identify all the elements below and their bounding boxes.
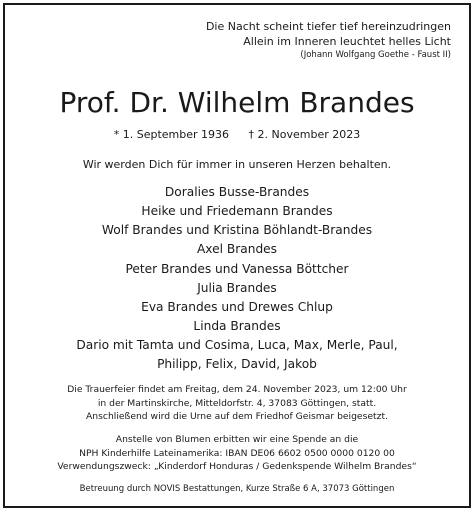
memorial-motto: Wir werden Dich für immer in unseren Herzen behalten. [82, 158, 392, 171]
goethe-quote [206, 20, 451, 62]
life-dates [5, 128, 469, 142]
ceremony-line: Die Trauerfeier findet am Freitag, dem 24. November 2023, um 12:00 Uhr [67, 384, 407, 395]
quote-source: (Johann Wolfgang Goethe - Faust II) [300, 50, 451, 60]
ceremony-line: in der Martinskirche, Mitteldorfstr. 4, 37083 Göttingen, statt. [97, 397, 377, 409]
mourner-line: Peter Brandes und Vanessa Böttcher [125, 261, 349, 276]
mourner-line: Wolf Brandes und Kristina Böhlandt-Brandes [101, 223, 373, 238]
ceremony-line: Anschließend wird die Urne auf dem Friedhof Geismar beigesetzt. [86, 411, 388, 422]
death-date: † 2. November 2023 [248, 128, 361, 141]
mourners-list [5, 183, 469, 375]
mourner-line: Linda Brandes [193, 319, 281, 334]
mourner-line: Julia Brandes [197, 280, 277, 295]
funeral-service-note: Betreuung durch NOVIS Bestattungen, Kurze Straße 6 A, 37073 Göttingen [79, 484, 395, 494]
mourner-line: Dario mit Tamta und Cosima, Luca, Max, Merle, Paul, [76, 338, 398, 353]
deceased-name: Prof. Dr. Wilhelm Brandes [59, 86, 415, 119]
funeral-ceremony-info [5, 383, 469, 424]
mourner-line: Axel Brandes [196, 242, 278, 257]
donation-line: NPH Kinderhilfe Lateinamerika: IBAN DE06 6602 0500 0000 0120 00 [79, 447, 395, 459]
mourner-line: Philipp, Felix, David, Jakob [157, 357, 317, 372]
donation-line: Verwendungszweck: „Kinderdorf Honduras / Gedenkspende Wilhelm Brandes“ [57, 461, 417, 472]
mourner-line: Eva Brandes und Drewes Chlup [141, 299, 333, 314]
mourner-line: Heike und Friedemann Brandes [141, 204, 333, 219]
obituary-notice [3, 3, 471, 508]
donation-info [5, 433, 469, 474]
mourner-line: Doralies Busse-Brandes [164, 185, 310, 199]
quote-line-1: Die Nacht scheint tiefer tief hereinzudringen [205, 20, 451, 33]
donation-line: Anstelle von Blumen erbitten wir eine Spende an die [115, 434, 359, 445]
quote-line-2: Allein im Inneren leuchtet helles Licht [243, 34, 451, 48]
birth-date: * 1. September 1936 [113, 128, 230, 141]
